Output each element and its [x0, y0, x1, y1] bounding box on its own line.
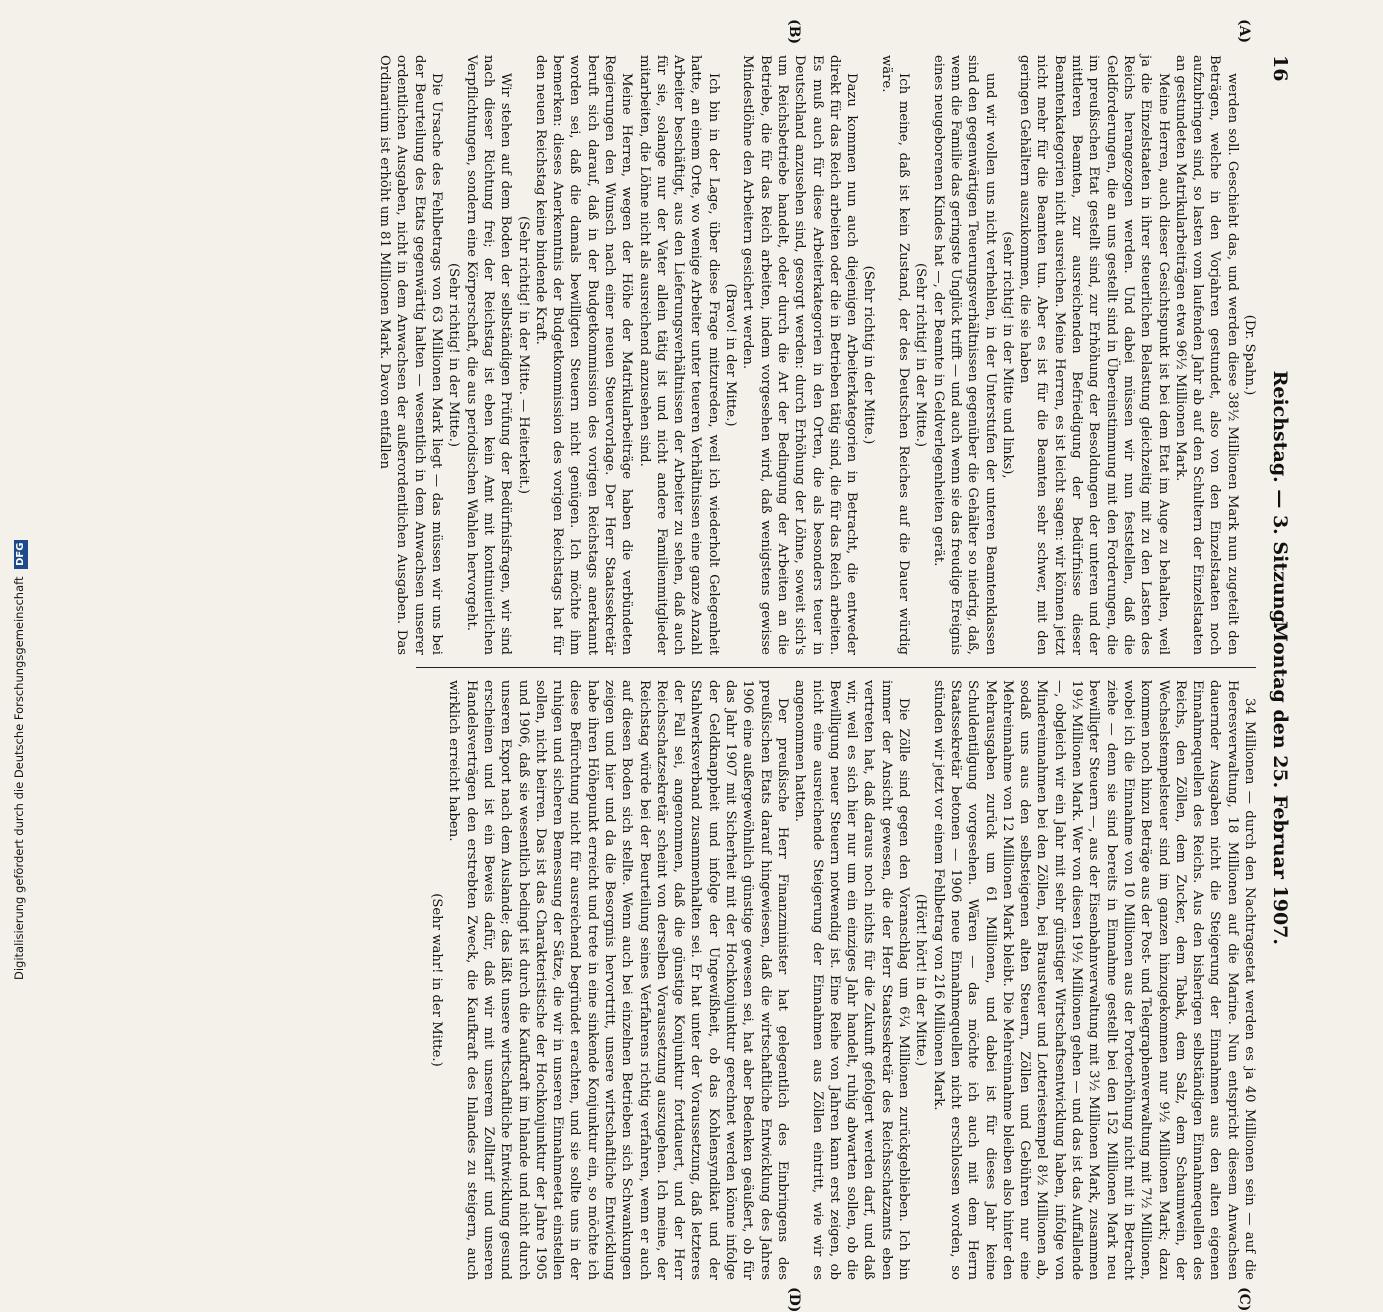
- document-page: [50, 19, 1300, 1312]
- paragraph: 34 Millionen — durch den Nachtragsetat werden es ja 40 Millionen sein — auf die Heeresverwaltung, 18 Millionen auf die Marine. Nun entspricht diesem Anwachsen dauernder Ausgaben nicht die Steigerung der Einnahmen aus den alten eigenen Einnahmequellen des Reichs. Aus den bisherigen selbständigen Einnahmequellen des Reichs, den Zöllen, dem Zucker, dem Tabak, dem Salz, dem Schaumwein, der Wechselstempelsteuer sind im ganzen hinzugekommen nur 9½ Millionen Mark; dazu kommen noch hinzu Beträge aus der Post- und Telegraphenverwaltung mit 7½ Millionen, wobei ich die Einnahme von 10 Millionen aus der Portoerhöhung nicht mit in Betracht ziehe — denn sie sind bereits in Einnahme gestellt bei den 152 Millionen Mark neu bewilligter Steuern —, aus der Eisenbahnverwaltung mit 3½ Millionen Mark, zusammen 19½ Millionen Mark. Wer von diesen 19½ Millionen gehen — und das ist das Auffallende —, obgleich wir ein Jahr mit sehr günstiger Wirtschaftsentwicklung haben, infolge von Mindereinnahmen bei den Zöllen, bei Brausteuer und Lotteriestempel 8½ Millionen ab, sodaß uns aus den selbsteigenen alten Steuern, Zöllen und Gebühren nur eine Mehreinnahme von 12 Millionen Mark bleibt. Die Mehreinnahme bleiben also hinter den Mehrausgaben zurück um 61 Millionen, und dabei ist für dieses Jahr keine Schuldentilgung vorgesehen. Wären — das möchte ich auch mit dem Herrn Staatssekretär betonen — 1906 neue Einnahmequellen nicht erschlossen worden, so stünden wir jetzt vor einem Fehlbetrag von 216 Millionen Mark.: [930, 680, 1257, 1280]
- paragraph: Dazu kommen nun auch diejenigen Arbeiterkategorien in Betracht, die entweder direkt für das Reich arbeiten oder die in Betrieben tätig sind, die für das Reich arbeiten. Es muß auch für diese Arbeiterkategorien in den Orten, die als besonders teuer in Deutschland anzusehen sind, gesorgt werden: durch Erhöhung der Löhne, soweit sich's um Reichsbetriebe handelt, oder durch die Art der Bedingung der Arbeiten an die Betriebe, die für das Reich arbeiten, indem vorgesehen wird, daß wenigstens gewisse Mindestlöhne den Arbeitern gesichert werden.: [740, 55, 860, 655]
- column-divider: [416, 667, 1256, 668]
- paragraph: Meine Herren, wegen der Höhe der Matrikularbeiträge haben die verbündeten Regierungen den Wunsch nach einer neuen Steuervorlage. Der Herr Staatssekretär beruft sich darauf, daß in der Budgetkommission des vorigen Reichstags anerkannt worden sei, daß die damals bewilligten Steuern nicht genügen. Ich möchte ihm bemerken: dieses Anerkenntnis der Budgetkommission des vorigen Reichstags hat für den neuen Reichstag keine bindende Kraft.: [532, 55, 635, 655]
- page-header: [1260, 55, 1300, 945]
- dfg-logo-icon: DFG: [14, 540, 28, 569]
- speaker-name: (Dr. Spahn.): [1242, 314, 1257, 396]
- margin-mark-b: (B): [786, 19, 802, 45]
- interjection: (Hört! hört! in der Mitte.): [913, 893, 929, 1067]
- interjection: (sehr richtig! in der Mitte und links),: [999, 231, 1015, 479]
- paragraph: Wir stehen auf dem Boden der selbständigen Prüfung der Bedürfnisfragen, wir sind nach dieser Richtung frei; der Reichstag ist eben kein Amt mit kontinuierlichen Verpflichtungen, sondern eine Körperschaft, die aus periodischen Wahlen hervorgeht.: [463, 55, 514, 655]
- paragraph: Die Zölle sind gegen den Voranschlag um 6¼ Millionen zurückgeblieben. Ich bin immer der Ansicht gewesen, die der Herr Staatssekretär des Reichsschatzamts eben vertreten hat, daß daraus noch nichts für die Zukunft gefolgert werden darf, und daß wir, weil es sich hier nur um ein einziges Jahr handelt, ruhig abwarten sollen, ob die Bewilligung neuer Steuern notwendig ist. Eine Reihe von Jahren kann erst zeigen, ob nicht eine ausreichende Steigerung der Einnahmen aus Zöllen eintritt, wie wir es angenommen hatten.: [792, 680, 912, 1280]
- margin-mark-a: (A): [1236, 19, 1252, 44]
- interjection: (Sehr richtig! in der Mitte.): [446, 263, 462, 447]
- header-title: Reichstag. — 3. Sitzung.: [1269, 370, 1291, 630]
- interjection: (Sehr richtig! in der Mitte.): [913, 263, 929, 447]
- interjection: (Sehr richtig in der Mitte.): [861, 265, 877, 445]
- left-column: [377, 55, 1258, 655]
- paragraph: Ich bin in der Lage, über diese Frage mitzureden, weil ich wiederholt Gelegenheit hatte, an einem Orte, wo wenige Arbeiter unter teueren Verhältnissen eine ganze Anzahl Arbeiter beschäftigt, aus den Lieferungsverhältnissen der Arbeiter zu sehen, daß auch für sie, solange nur der Vater allein tätig ist und nicht andere Familienmitglieder mitarbeiten, die Löhne nicht als ausreichend anzusehen sind.: [636, 55, 721, 655]
- right-column: [410, 680, 1258, 1280]
- page-number: 16: [1269, 55, 1291, 82]
- margin-mark-d: (D): [786, 1287, 802, 1312]
- footer-text: Digitalisierung gefördert durch die Deutsche Forschungsgemeinschaft: [12, 576, 26, 980]
- margin-mark-c: (C): [1236, 1287, 1252, 1312]
- paragraph: Meine Herren, auch dieser Gesichtspunkt ist bei dem Etat im Auge zu behalten, weil ja die Einzelstaaten in ihrer steuerlichen Belastung gleichzeitig mit zu den Lasten des Reichs herangezogen werden. Und dabei müssen wir nun feststellen, daß die Geldforderungen, die an uns gestellt sind in Übereinstimmung mit den Forderungen, die im preußischen Etat gestellt sind, zur Erhöhung der Besoldungen der unteren und der mittleren Beamten, zur ausreichenden Befriedigung der Bedürfnisse dieser Beamtenkategorien nicht ausreichen. Meine Herren, es ist leicht sagen: wir können jetzt nicht mehr für die Beamten tun. Aber es ist für die Beamten sehr schwer, mit den geringen Gehältern auszukommen, die sie haben: [1017, 55, 1171, 655]
- paragraph: werden soll. Geschieht das, und werden diese 38½ Millionen Mark nun zugeteilt den Beträgen, welche in den Vorjahren gestundet, also von den Einzelstaaten noch aufzubringen sind, so lasten vom laufenden Jahr ab auf den Schultern der Einzelstaaten an gestundeten Matrikularbeiträgen etwa 96½ Millionen Mark.: [1172, 55, 1240, 655]
- paragraph: und wir wollen uns nicht verhehlen, in der Unterstufen der unteren Beamtenklassen sind den gegenwärtigen Teuerungsverhältnissen gegenüber die Gehälter so niedrig, daß, wenn die Familie das geringste Unglück trifft — und auch wenn sie das freudige Ereignis eines neugeborenen Kindes hat —, der Beamte in Geldverlegenheiten gerät.: [930, 55, 998, 655]
- interjection: (Sehr wahr! in der Mitte.): [429, 893, 445, 1067]
- interjection: (Sehr richtig! in der Mitte. — Heiterkeit.): [515, 216, 531, 494]
- paragraph: Der preußische Herr Finanzminister hat gelegentlich des Einbringens des preußischen Etats darauf hingewiesen, daß die wirtschaftliche Entwicklung des Jahres 1906 eine außergewöhnlich günstige gewesen sei, hat aber Bedenken geäußert, ob für das Jahr 1907 mit Sicherheit mit der Hochkonjunktur gerechnet werden könne infolge der Geldknappheit und infolge der Ungewißheit, ob das Kohlensyndikat und der Stahlwerksverband zusammenhalten sei. Er hat unter der Voraussetzung, daß letzteres der Fall sei, angenommen, daß die günstige Konjunktur fortdauert, und der Herr Reichsschatzsekretär scheint von derselben Voraussetzung auszugehen. Ich meine, der Reichstag würde bei der Beurteilung seines Verfahrens richtig verfahren, wenn er auch auf diesen Boden sich stellte. Wenn auch bei einzelnen Betrieben sich Schwankungen zeigen und hier und da die Besorgnis hervortritt, unsere wirtschaftliche Entwicklung habe ihren Höhepunkt erreicht und trete in eine sinkende Konjunktur ein, so möchte ich diese Befürchtung nicht für ausreichend begründet erachten, und sie sollte uns in der ruhigen und sicheren Bemessung der Sätze, die wir in unseren Einnahmeetat einstellen sollen, nicht beirren. Das ist das Charakteristische der Hochkonjunktur der Jahre 1905 und 1906, daß sie wesentlich bedingt ist durch die Kaufkraft im Inlande und nicht durch unseren Export nach dem Auslande; das läßt unsere wirtschaftliche Entwicklung gesund erscheinen und ist ein Beweis dafür, daß wir mit unserem Zolltarif und unseren Handelsverträgen den erstrebten Zweck, die Kaufkraft des Inlandes zu steigern, auch wirklich erreicht haben.: [446, 680, 790, 1280]
- digitization-footer: [0, 0, 40, 1000]
- paragraph: Ich meine, daß ist kein Zustand, der des Deutschen Reiches auf die Dauer würdig wäre.: [878, 55, 912, 655]
- header-date: Montag den 25. Februar 1907.: [1269, 620, 1291, 945]
- paragraph: Die Ursache des Fehlbetrags von 63 Millionen Mark liegt — das müssen wir uns bei der Beurteilung des Etats gegenwärtig halten — wesentlich in dem Anwachsen unserer ordentlichen Ausgaben, nicht in dem Anwachsen der außerordentlichen Ausgaben. Das Ordinarium ist erhöht um 81 Millionen Mark. Davon entfallen: [377, 55, 445, 655]
- interjection: (Bravo! in der Mitte.): [723, 283, 739, 427]
